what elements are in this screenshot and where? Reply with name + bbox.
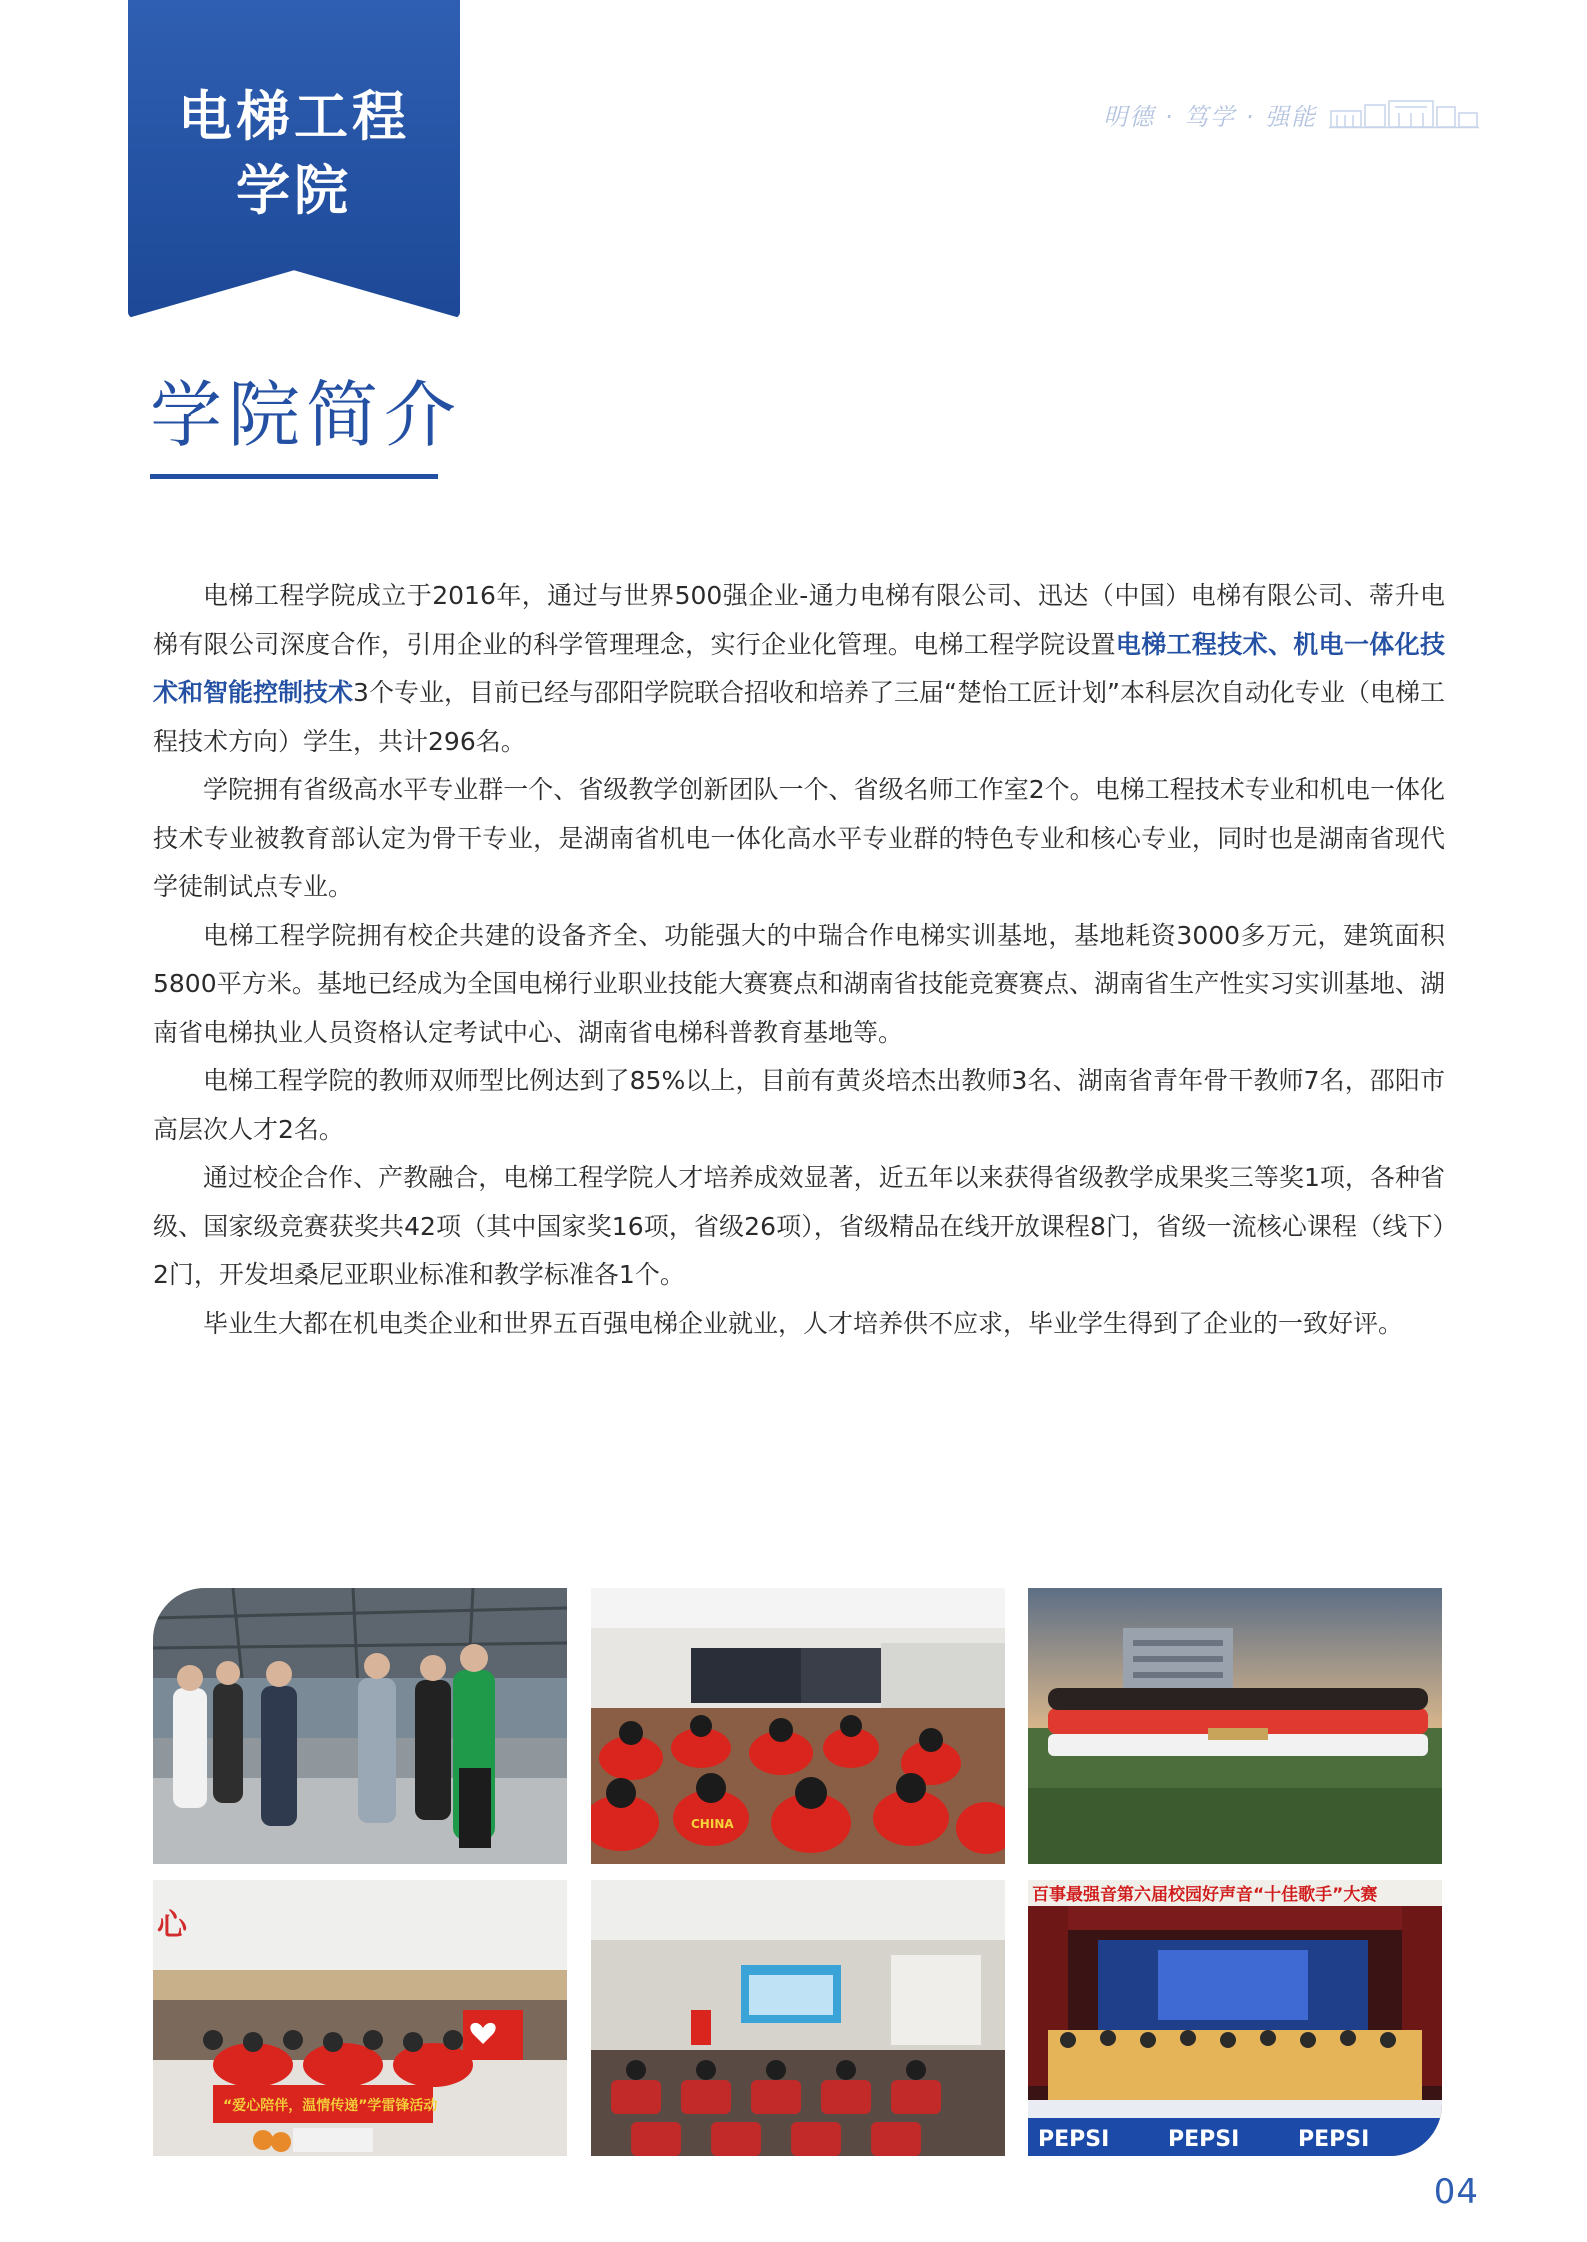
section-underline xyxy=(150,474,438,479)
paragraph-text: 电梯工程学院成立于2016年，通过与世界500强企业-通力电梯有限公司、迅达（中国）电梯有限公司、蒂升电梯有限公司深度合作，引用企业的科学管理理念，实行企业化管理。电梯工程学院设置 xyxy=(153,581,1445,659)
pepsi-logo-text: PEPSI xyxy=(1038,2127,1110,2152)
building-icon xyxy=(1329,99,1479,129)
paragraph-text: 3个专业，目前已经与邵阳学院联合招收和培养了三届“楚怡工匠计划”本科层次自动化专业（电梯工程技术方向）学生，共计296名。 xyxy=(153,678,1445,756)
paragraph: 通过校企合作、产教融合，电梯工程学院人才培养成效显著，近五年以来获得省级教学成果奖三等奖1项，各种省级、国家级竞赛获奖共42项（其中国家奖16项，省级26项），省级精品在线开放课程8门，省级一流核心课程（线下）2门，开发坦桑尼亚职业标准和教学标准各1个。 xyxy=(153,1163,1445,1289)
highlight-majors: 电梯工程技术、机电一体化技术和智能控制技术 xyxy=(153,629,1445,707)
pepsi-logo-text: PEPSI xyxy=(1168,2127,1240,2152)
section-title: 学院简介 xyxy=(150,373,463,457)
department-title xyxy=(128,80,460,228)
paragraph xyxy=(153,572,1445,766)
header-motto xyxy=(1103,96,1479,132)
paragraph: 电梯工程学院拥有校企共建的设备齐全、功能强大的中瑞合作电梯实训基地，基地耗资3000多万元，建筑面积5800平方米。基地已经成为全国电梯行业职业技能大赛赛点和湖南省技能竞赛赛点、湖南省生产性实习实训基地、湖南省电梯执业人员资格认定考试中心、湖南省电梯科普教育基地等。 xyxy=(153,920,1445,1047)
paragraph: 毕业生大都在机电类企业和世界五百强电梯企业就业，人才培养供不应求，毕业学生得到了企业的一致好评。 xyxy=(203,1308,1404,1338)
photo-volunteer-activity xyxy=(153,1880,567,2156)
motto-text: 明德 · 笃学 · 强能 xyxy=(1103,102,1317,131)
activity-banner-text: “爱心陪伴，温情传递”学雷锋活动 xyxy=(223,2098,438,2114)
photo-classroom xyxy=(591,1588,1005,1864)
shirt-text: CHINA xyxy=(691,1817,734,1831)
department-title-line1: 电梯工程 xyxy=(178,85,410,148)
introduction-text xyxy=(153,572,1445,1348)
photo-outdoor-group xyxy=(1028,1588,1442,1864)
paragraph: 学院拥有省级高水平专业群一个、省级教学创新团队一个、省级名师工作室2个。电梯工程技术专业和机电一体化技术专业被教育部认定为骨干专业，是湖南省机电一体化高水平专业群的特色专业和核心专业，同时也是湖南省现代学徒制试点专业。 xyxy=(153,775,1445,901)
paragraph: 电梯工程学院的教师双师型比例达到了85%以上，目前有黄炎培杰出教师3名、湖南省青年骨干教师7名，邵阳市高层次人才2名。 xyxy=(153,1066,1445,1144)
photo-factory-visit xyxy=(153,1588,567,1864)
pepsi-logo-text: PEPSI xyxy=(1298,2127,1370,2152)
photo-singing-contest xyxy=(1028,1880,1442,2156)
photo-lecture-hall xyxy=(591,1880,1005,2156)
page-number: 04 xyxy=(1433,2172,1479,2212)
department-title-line2: 学院 xyxy=(236,159,352,222)
sign-text: 心 xyxy=(157,1908,187,1943)
contest-banner-text: 百事最强音第六届校园好声音“十佳歌手”大赛 xyxy=(1032,1885,1378,1905)
